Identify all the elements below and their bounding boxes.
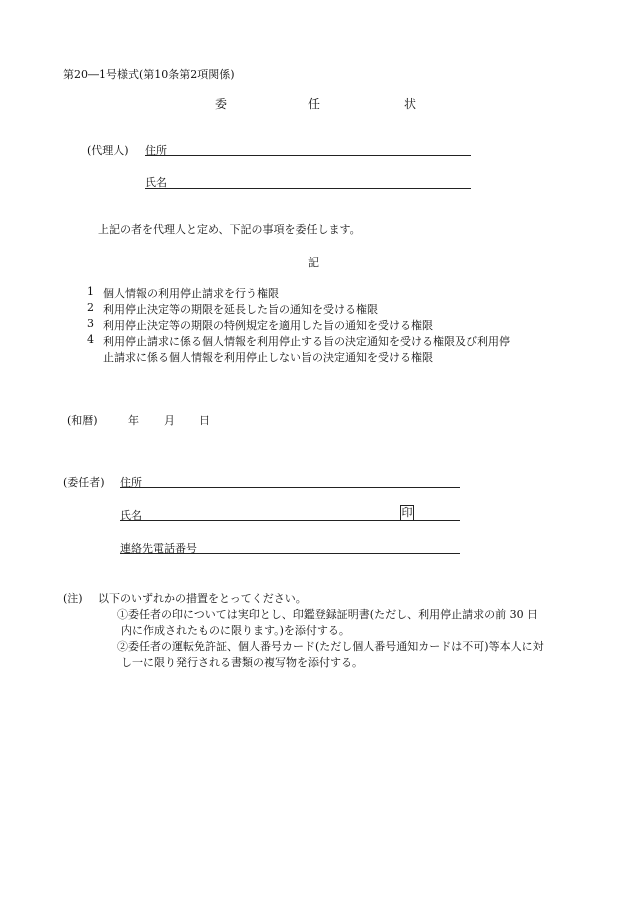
agent-name-line[interactable] <box>145 188 471 189</box>
note-item-1-line-1: ①委任者の印については実印とし、印鑑登録証明書(ただし、利用停止請求の前 30 日 <box>117 608 539 621</box>
item-3-text: 利用停止決定等の期限の特例規定を適用した旨の通知を受ける権限 <box>103 319 433 332</box>
note-label: (注) <box>63 592 83 605</box>
title-char-2: 任 <box>308 97 321 111</box>
date-era: (和暦) <box>67 414 98 427</box>
agent-name-label: 氏名 <box>145 176 167 189</box>
agent-address-label: 住所 <box>145 144 167 157</box>
item-2-num: 2 <box>87 301 94 314</box>
title-char-1: 委 <box>215 97 228 111</box>
principal-address-line[interactable] <box>120 487 460 488</box>
date-month: 月 <box>164 414 175 427</box>
ki-heading: 記 <box>308 256 319 269</box>
seal-box: 印 <box>401 506 413 519</box>
principal-phone-line[interactable] <box>120 553 460 554</box>
item-4-text-cont: 止請求に係る個人情報を利用停止しない旨の決定通知を受ける権限 <box>103 351 433 364</box>
item-4-text: 利用停止請求に係る個人情報を利用停止する旨の決定通知を受ける権限及び利用停 <box>103 335 510 348</box>
title-char-3: 状 <box>404 97 417 111</box>
item-4-num: 4 <box>87 333 94 346</box>
note-item-2-line-2: し一に限り発行される書類の複写物を添付する。 <box>121 656 363 669</box>
date-day: 日 <box>199 414 210 427</box>
date-year: 年 <box>128 414 139 427</box>
principal-address-label: 住所 <box>120 476 142 489</box>
note-item-2-line-1: ②委任者の運転免許証、個人番号カード(ただし個人番号通知カードは不可)等本人に対 <box>117 640 544 653</box>
item-1-num: 1 <box>87 285 94 298</box>
agent-address-line[interactable] <box>145 155 471 156</box>
item-3-num: 3 <box>87 317 94 330</box>
note-item-1-line-2: 内に作成されたものに限ります。)を添付する。 <box>121 624 350 637</box>
statement: 上記の者を代理人と定め、下記の事項を委任します。 <box>98 223 361 236</box>
note-intro: 以下のいずれかの措置をとってください。 <box>98 592 307 605</box>
item-2-text: 利用停止決定等の期限を延長した旨の通知を受ける権限 <box>103 303 378 316</box>
form-number: 第20―1号様式(第10条第2項関係) <box>63 68 235 81</box>
agent-label: (代理人) <box>87 144 129 157</box>
principal-phone-label: 連絡先電話番号 <box>120 542 197 555</box>
principal-name-label: 氏名 <box>120 509 142 522</box>
item-1-text: 個人情報の利用停止請求を行う権限 <box>103 287 279 300</box>
principal-label: (委任者) <box>63 476 105 489</box>
